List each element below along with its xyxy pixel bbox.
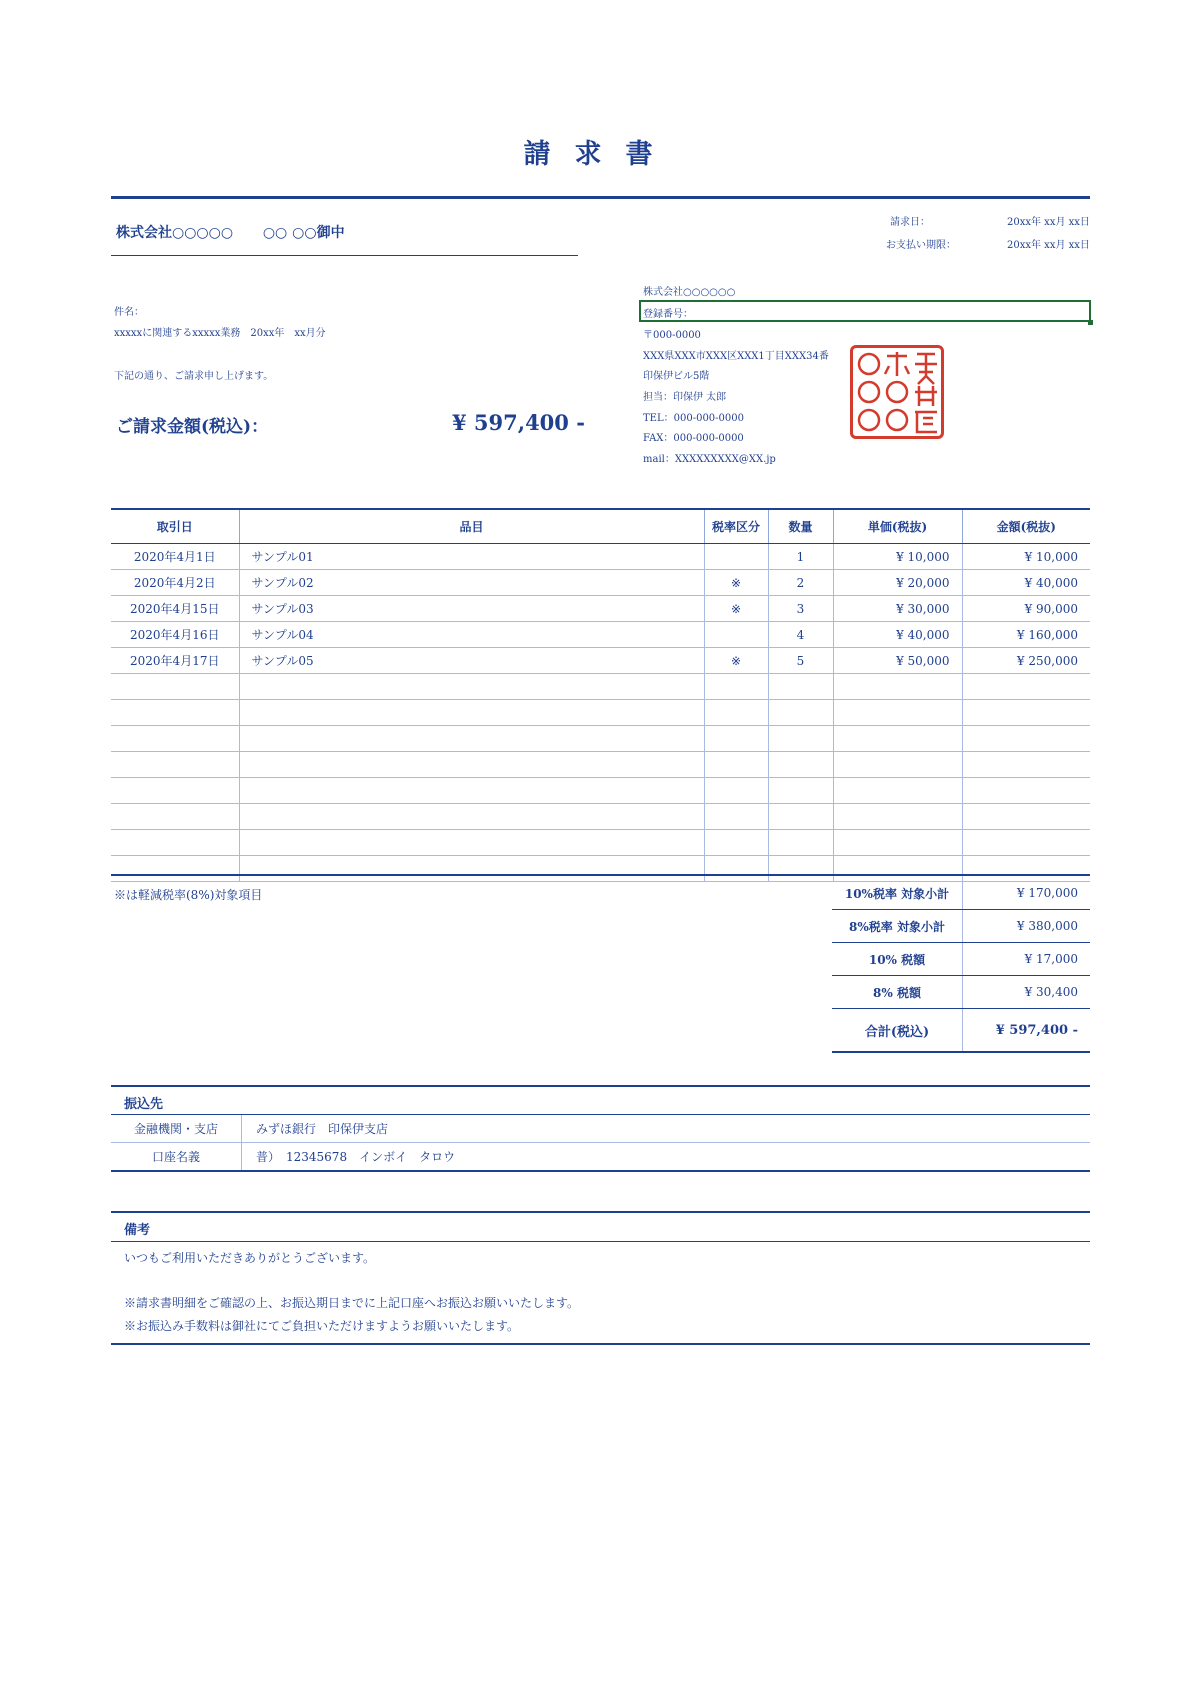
- cell-qty[interactable]: 5: [768, 648, 833, 674]
- empty-row: [111, 804, 1090, 830]
- empty-cell[interactable]: [962, 674, 1090, 700]
- empty-cell[interactable]: [833, 752, 962, 778]
- empty-cell[interactable]: [768, 856, 833, 882]
- cell-qty[interactable]: 4: [768, 622, 833, 648]
- empty-cell[interactable]: [704, 830, 768, 856]
- tax-10-value[interactable]: ¥ 17,000: [963, 943, 1091, 976]
- cell-item[interactable]: サンプル04: [239, 622, 704, 648]
- remarks-heading: 備考: [124, 1223, 151, 1238]
- cell-tax[interactable]: [704, 544, 768, 570]
- empty-cell[interactable]: [833, 700, 962, 726]
- cell-fill-handle[interactable]: [1088, 320, 1093, 325]
- empty-cell[interactable]: [111, 804, 239, 830]
- cell-qty[interactable]: 1: [768, 544, 833, 570]
- bank-row-account: [111, 1143, 1090, 1172]
- cell-unit-price[interactable]: ¥ 30,000: [833, 596, 962, 622]
- cell-unit-price[interactable]: ¥ 20,000: [833, 570, 962, 596]
- cell-tax[interactable]: ※: [704, 596, 768, 622]
- empty-cell[interactable]: [111, 726, 239, 752]
- registration-number-cell[interactable]: [639, 300, 1091, 322]
- issue-date-value: 20xx年 xx月 xx日: [1007, 217, 1090, 228]
- header-tax-category: 税率区分: [704, 510, 768, 544]
- issuer-postal: 〒000-0000: [643, 330, 701, 341]
- empty-row: [111, 752, 1090, 778]
- bank-heading: 振込先: [124, 1097, 164, 1112]
- empty-cell[interactable]: [704, 856, 768, 882]
- table-row: [111, 622, 1090, 648]
- header-quantity: 数量: [768, 510, 833, 544]
- company-seal-stamp: [850, 345, 944, 439]
- empty-cell[interactable]: [833, 830, 962, 856]
- bank-account-label: 口座名義: [111, 1143, 242, 1172]
- table-row: [111, 544, 1090, 570]
- table-row: [111, 648, 1090, 674]
- title-rule: [111, 196, 1090, 199]
- due-date-value: 20xx年 xx月 xx日: [1007, 240, 1090, 251]
- remarks-line-1[interactable]: いつもご利用いただきありがとうございます。: [124, 1251, 376, 1265]
- issue-date-label: 請求日：: [890, 217, 930, 228]
- cell-date[interactable]: 2020年4月16日: [111, 622, 239, 648]
- empty-cell[interactable]: [833, 778, 962, 804]
- subject-value: xxxxxに関連するxxxxx業務 20xx年 xx月分: [114, 328, 326, 339]
- table-row: [111, 570, 1090, 596]
- cell-tax[interactable]: ※: [704, 648, 768, 674]
- remarks-top-rule: [111, 1211, 1090, 1213]
- cell-qty[interactable]: 3: [768, 596, 833, 622]
- header-amount: 金額(税抜): [962, 510, 1090, 544]
- table-bottom-rule: [111, 874, 1090, 876]
- client-company: 株式会社○○○○○: [116, 225, 234, 241]
- empty-cell[interactable]: [962, 700, 1090, 726]
- summary-row-8-tax: [832, 976, 1090, 1009]
- cell-date[interactable]: 2020年4月1日: [111, 544, 239, 570]
- grand-total-label: 合計(税込): [832, 1009, 963, 1053]
- remarks-bottom-rule: [111, 1343, 1090, 1345]
- subtotal-10-value[interactable]: ¥ 170,000: [963, 877, 1091, 910]
- empty-cell[interactable]: [768, 830, 833, 856]
- cell-unit-price[interactable]: ¥ 50,000: [833, 648, 962, 674]
- summary-table: [832, 877, 1090, 1053]
- client-person: ○○ ○○御中: [262, 225, 345, 241]
- tax-10-label: 10% 税額: [832, 943, 963, 976]
- issuer-contact: 担当：印保伊 太郎: [643, 392, 727, 403]
- subject-label: 件名：: [114, 307, 144, 318]
- subtotal-8-value[interactable]: ¥ 380,000: [963, 910, 1091, 943]
- subtotal-8-label: 8%税率 対象小計: [832, 910, 963, 943]
- issuer-mail: mail：XXXXXXXXX@XX.jp: [643, 454, 776, 465]
- empty-cell[interactable]: [111, 856, 239, 882]
- empty-cell[interactable]: [962, 804, 1090, 830]
- cell-date[interactable]: 2020年4月2日: [111, 570, 239, 596]
- document-title: 請求書: [523, 139, 677, 170]
- cell-item[interactable]: サンプル05: [239, 648, 704, 674]
- table-header-row: [111, 510, 1090, 544]
- total-amount-value: ¥ 597,400 -: [452, 410, 585, 435]
- cell-date[interactable]: 2020年4月17日: [111, 648, 239, 674]
- empty-cell[interactable]: [111, 778, 239, 804]
- header-item: 品目: [239, 510, 704, 544]
- header-unit-price: 単価(税抜): [833, 510, 962, 544]
- empty-cell[interactable]: [239, 752, 704, 778]
- empty-cell[interactable]: [833, 804, 962, 830]
- remarks-heading-rule: [111, 1241, 1090, 1242]
- empty-row: [111, 700, 1090, 726]
- empty-cell[interactable]: [111, 674, 239, 700]
- bank-institution-value[interactable]: みずほ銀行 印保伊支店: [242, 1115, 1091, 1143]
- total-amount-label: ご請求金額(税込)：: [116, 417, 269, 437]
- empty-cell[interactable]: [768, 726, 833, 752]
- empty-cell[interactable]: [239, 830, 704, 856]
- cell-amount[interactable]: ¥ 160,000: [962, 622, 1090, 648]
- bank-table: [111, 1115, 1090, 1172]
- empty-cell[interactable]: [768, 700, 833, 726]
- cell-amount[interactable]: ¥ 10,000: [962, 544, 1090, 570]
- empty-row: [111, 830, 1090, 856]
- issuer-company: 株式会社○○○○○○: [643, 287, 736, 298]
- tax-8-label: 8% 税額: [832, 976, 963, 1009]
- issuer-tel: TEL：000-000-0000: [643, 413, 744, 424]
- header-date: 取引日: [111, 510, 239, 544]
- bank-top-rule: [111, 1085, 1090, 1087]
- greeting-text: 下記の通り、ご請求申し上げます。: [114, 371, 274, 382]
- empty-cell[interactable]: [768, 778, 833, 804]
- empty-cell[interactable]: [239, 726, 704, 752]
- empty-cell[interactable]: [704, 700, 768, 726]
- empty-cell[interactable]: [833, 674, 962, 700]
- cell-tax[interactable]: ※: [704, 570, 768, 596]
- remarks-line-3[interactable]: ※お振込み手数料は御社にてご負担いただけますようお願いいたします。: [124, 1319, 520, 1333]
- summary-row-10-tax: [832, 943, 1090, 976]
- grand-total-value[interactable]: ¥ 597,400 -: [963, 1009, 1091, 1053]
- empty-cell[interactable]: [704, 804, 768, 830]
- empty-cell[interactable]: [768, 804, 833, 830]
- tax-8-value[interactable]: ¥ 30,400: [963, 976, 1091, 1009]
- cell-item[interactable]: サンプル02: [239, 570, 704, 596]
- empty-cell[interactable]: [704, 778, 768, 804]
- cell-tax[interactable]: [704, 622, 768, 648]
- empty-cell[interactable]: [833, 726, 962, 752]
- cell-item[interactable]: サンプル01: [239, 544, 704, 570]
- empty-cell[interactable]: [768, 674, 833, 700]
- empty-cell[interactable]: [239, 674, 704, 700]
- empty-cell[interactable]: [239, 778, 704, 804]
- cell-qty[interactable]: 2: [768, 570, 833, 596]
- registration-number-label: 登録番号：: [643, 309, 693, 320]
- cell-date[interactable]: 2020年4月15日: [111, 596, 239, 622]
- empty-cell[interactable]: [962, 726, 1090, 752]
- client-underline: [111, 255, 578, 256]
- seal-icon: [853, 348, 941, 436]
- empty-cell[interactable]: [768, 752, 833, 778]
- cell-amount[interactable]: ¥ 250,000: [962, 648, 1090, 674]
- due-date-label: お支払い期限：: [886, 240, 956, 251]
- empty-cell[interactable]: [239, 856, 704, 882]
- issuer-address: XXX県XXX市XXX区XXX1丁目XXX34番: [643, 351, 829, 362]
- empty-cell[interactable]: [704, 726, 768, 752]
- reduced-tax-note: ※は軽減税率(8%)対象項目: [114, 888, 263, 902]
- table-row: [111, 596, 1090, 622]
- subtotal-10-label: 10%税率 対象小計: [832, 877, 963, 910]
- empty-cell[interactable]: [111, 752, 239, 778]
- cell-amount[interactable]: ¥ 90,000: [962, 596, 1090, 622]
- cell-unit-price[interactable]: ¥ 40,000: [833, 622, 962, 648]
- empty-row: [111, 674, 1090, 700]
- empty-cell[interactable]: [239, 804, 704, 830]
- summary-row-10-subtotal: [832, 877, 1090, 910]
- issuer-fax: FAX：000-000-0000: [643, 433, 744, 444]
- empty-cell[interactable]: [704, 752, 768, 778]
- cell-amount[interactable]: ¥ 40,000: [962, 570, 1090, 596]
- bank-row-institution: [111, 1115, 1090, 1143]
- client-name: [116, 222, 345, 242]
- bank-account-value[interactable]: 普） 12345678 インボイ タロウ: [242, 1143, 1091, 1172]
- empty-cell[interactable]: [239, 700, 704, 726]
- empty-cell[interactable]: [962, 830, 1090, 856]
- empty-row: [111, 726, 1090, 752]
- empty-cell[interactable]: [111, 700, 239, 726]
- bank-institution-label: 金融機関・支店: [111, 1115, 242, 1143]
- items-table: [111, 510, 1090, 882]
- cell-item[interactable]: サンプル03: [239, 596, 704, 622]
- cell-unit-price[interactable]: ¥ 10,000: [833, 544, 962, 570]
- issuer-building: 印保伊ビル5階: [643, 371, 710, 382]
- summary-row-8-subtotal: [832, 910, 1090, 943]
- summary-row-total: [832, 1009, 1090, 1053]
- empty-cell[interactable]: [962, 778, 1090, 804]
- empty-cell[interactable]: [704, 674, 768, 700]
- remarks-line-2[interactable]: ※請求書明細をご確認の上、お振込期日までに上記口座へお振込お願いいたします。: [124, 1296, 580, 1310]
- empty-cell[interactable]: [962, 752, 1090, 778]
- empty-row: [111, 778, 1090, 804]
- empty-cell[interactable]: [111, 830, 239, 856]
